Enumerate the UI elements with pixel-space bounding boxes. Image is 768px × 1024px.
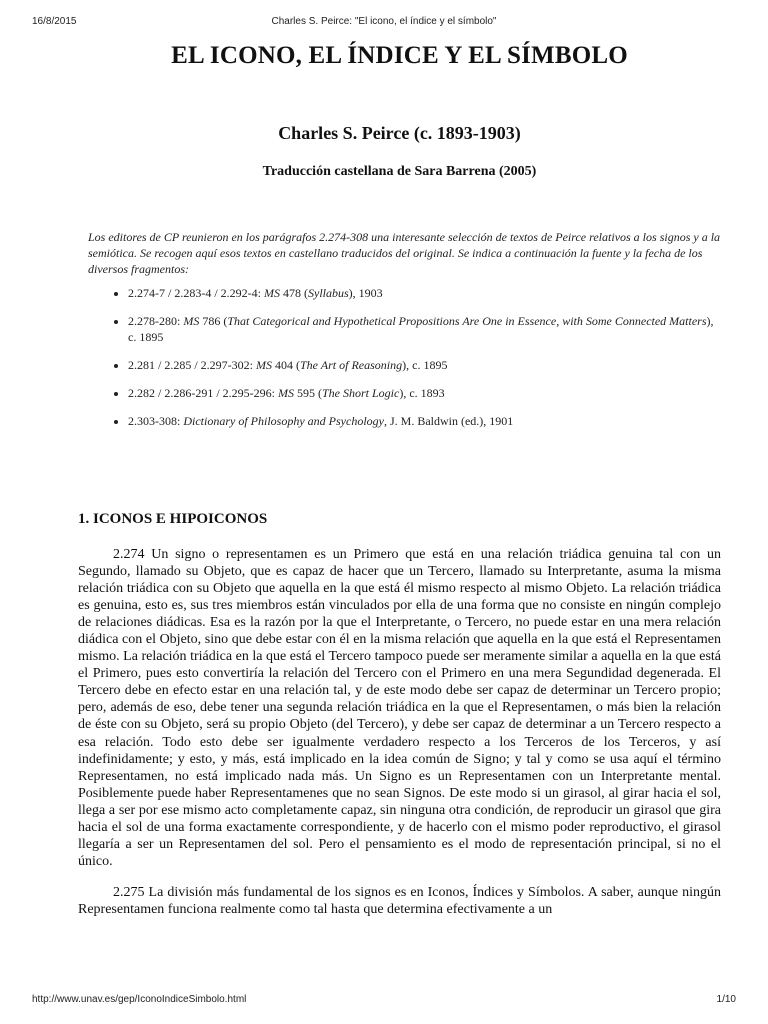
list-item: • 2.274-7 / 2.283-4 / 2.292-4: MS 478 (Syllabus), 1903 <box>128 285 721 301</box>
document-title: EL ICONO, EL ÍNDICE Y EL SÍMBOLO <box>171 42 628 69</box>
list-item: • 2.303-308: Dictionary of Philosophy and Psychology, J. M. Baldwin (ed.), 1901 <box>128 413 721 429</box>
section-heading: 1. ICONOS E HIPOICONOS <box>78 511 268 527</box>
document-body <box>78 38 721 918</box>
print-date: 16/8/2015 <box>32 16 77 27</box>
paragraph-2-274 <box>78 546 721 870</box>
list-item: • 2.281 / 2.285 / 2.297-302: MS 404 (The Art of Reasoning), c. 1895 <box>128 357 721 373</box>
paragraph-2-275 <box>78 884 721 918</box>
paragraph-text: 2.274 Un signo o representamen es un Primero que está en una relación triádica genuina tal con un Segundo, llamado su Objeto, que es capaz de hacer que un Tercero, llamado su Interpretante, asuma la misma relación triádica con su Objeto que aquella en la que está él mismo respecto al mismo Objeto. La relación triádica es genuina, esto es, sus tres miembros están vinculados por ella de una forma que no consiste en ningún complejo de relaciones diádicas. Esa es la razón por la que el Interpretante, o Tercero, no puede estar en una mera relación diádica con el Objeto, sino que debe estar con él en la misma relación que aquella en la que está el Representamen mismo. La relación triádica en la que está el Tercero tampoco puede ser meramente similar a aquella en la que está el Primero, pues esto convertiría la relación del Tercero con el Primero en una mera Segundidad degenerada. El Tercero debe en efecto estar en una relación tal, y de este modo debe ser capaz de determinar un Tercero propio; pero, además de eso, debe tener una segunda relación triádica en la que el Representamen, o más bien la relación de éste con su Objeto, será su propio Objeto (del Tercero), y debe ser capaz de determinar a un Tercero respecto a esa relación. Todo esto debe ser igualmente verdadero respecto a los Terceros de los Terceros, y así indefinidamente; y esto, y más, está implicado en la idea común de Signo; y tal y como se usa aquí el término Representamen, no está implicado nada más. Un Signo es un Representamen con un Interpretante mental. Posiblemente puede haber Representamenes que no sean Signos. De este modo si un girasol, al girar hacia el sol, llega a ser por ese mismo acto completamente capaz, sin ninguna otra condición, de reproducir un girasol que gira hacia el sol de una forma exactamente correspondiente, y de hacerlo con el mismo poder reproductivo, el girasol llegaría a ser un Representamen del sol. Pero el pensamiento es el modo de representación principal, si no el único. <box>78 547 721 869</box>
editorial-intro: Los editores de CP reunieron en los parágrafos 2.274-308 una interesante selección de textos de Peirce relativos a los signos y a la semiótica. Se recogen aquí esos textos en castellano traducidos del original. Se indica a continuación la fuente y la fecha de los diversos fragmentos: <box>88 230 721 276</box>
print-header <box>32 16 736 30</box>
print-footer <box>32 994 736 1008</box>
print-url: http://www.unav.es/gep/IconoIndiceSimbolo.html <box>32 994 247 1005</box>
translation-credit: Traducción castellana de Sara Barrena (2005) <box>262 164 537 179</box>
author-line: Charles S. Peirce (c. 1893-1903) <box>278 123 521 143</box>
paragraph-text: 2.275 La división más fundamental de los signos es en Iconos, Índices y Símbolos. A saber, aunque ningún Representamen funciona realmente como tal hasta que determina efectivamente a un <box>78 884 721 917</box>
source-list <box>78 285 721 429</box>
list-item: • 2.278-280: MS 786 (That Categorical and Hypothetical Propositions Are One in Essence, with Some Connected Matters), c. 1895 <box>128 313 721 345</box>
list-item: • 2.282 / 2.286-291 / 2.295-296: MS 595 (The Short Logic), c. 1893 <box>128 385 721 401</box>
print-page-title: Charles S. Peirce: "El icono, el índice y el símbolo" <box>271 16 497 27</box>
page-number: 1/10 <box>716 994 736 1005</box>
